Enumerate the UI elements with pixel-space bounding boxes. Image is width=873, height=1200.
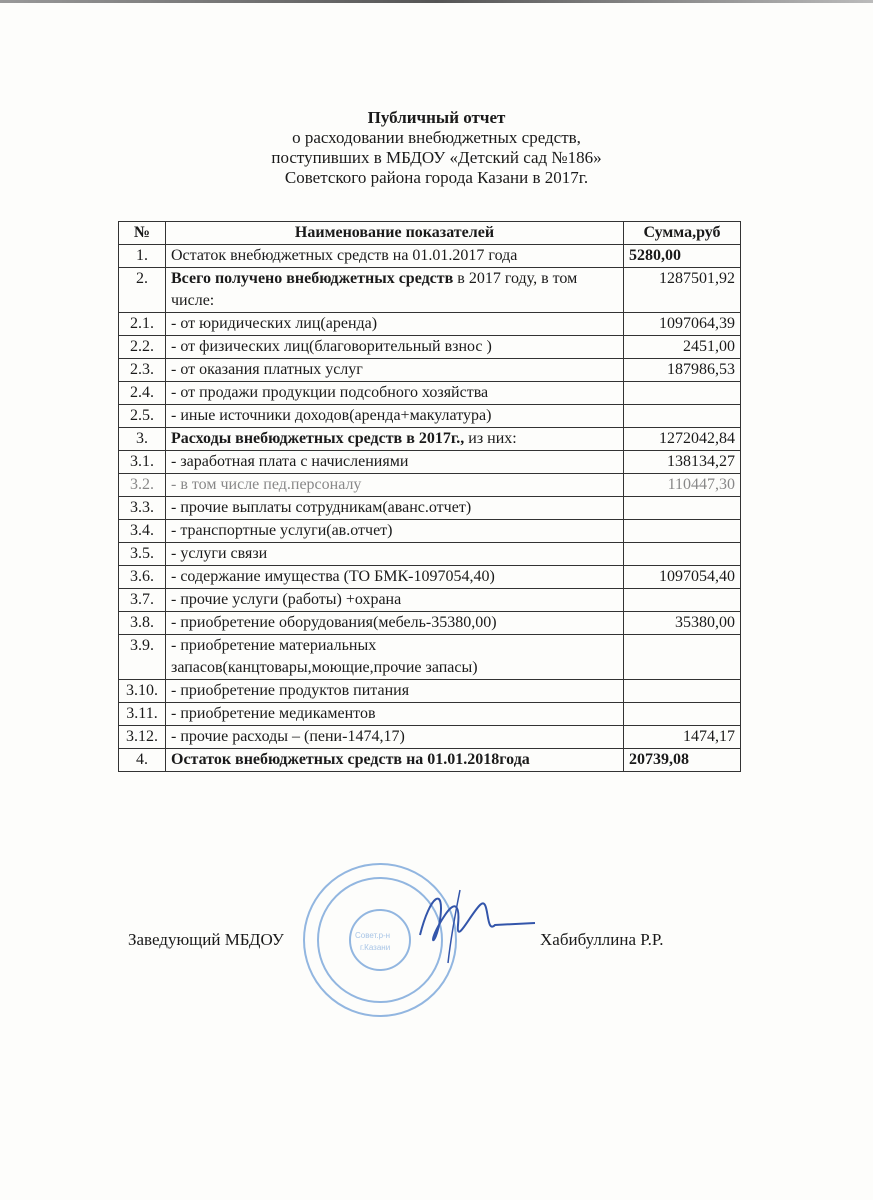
table-row — [119, 405, 741, 428]
row-number: 3. — [119, 428, 166, 451]
row-sum — [624, 382, 741, 405]
row-number: 3.5. — [119, 543, 166, 566]
row-label — [166, 382, 624, 405]
row-sum — [624, 405, 741, 428]
row-label-text: в 2017 году, в том числе: — [171, 270, 578, 309]
row-number: 3.8. — [119, 612, 166, 635]
row-label-bold: Всего получено внебюджетных средств — [171, 270, 454, 287]
table-row — [119, 451, 741, 474]
row-label-text: - транспортные услуги(ав.отчет) — [171, 522, 393, 539]
table-row — [119, 268, 741, 313]
row-sum: 110447,30 — [624, 474, 741, 497]
row-label — [166, 336, 624, 359]
row-label — [166, 313, 624, 336]
header-number: № — [119, 222, 166, 245]
row-label-text: - прочие услуги (работы) +охрана — [171, 591, 402, 608]
row-sum — [624, 589, 741, 612]
row-number: 3.7. — [119, 589, 166, 612]
table-row — [119, 382, 741, 405]
table-row — [119, 566, 741, 589]
row-label — [166, 428, 624, 451]
signer-name: Хабибуллина Р.Р. — [540, 930, 664, 949]
table-row — [119, 635, 741, 680]
table-row — [119, 474, 741, 497]
row-label-text: - от оказания платных услуг — [171, 361, 363, 378]
row-sum: 35380,00 — [624, 612, 741, 635]
table-row — [119, 589, 741, 612]
row-number: 3.12. — [119, 726, 166, 749]
row-sum: 1272042,84 — [624, 428, 741, 451]
row-sum — [624, 543, 741, 566]
row-sum: 187986,53 — [624, 359, 741, 382]
row-label — [166, 451, 624, 474]
row-number: 2.3. — [119, 359, 166, 382]
row-label-text: - в том числе пед.персоналу — [171, 476, 362, 493]
row-sum: 1287501,92 — [624, 268, 741, 313]
row-label — [166, 566, 624, 589]
row-number: 3.11. — [119, 703, 166, 726]
row-label — [166, 635, 624, 680]
table-row — [119, 726, 741, 749]
scan-edge — [0, 0, 873, 3]
row-number: 3.1. — [119, 451, 166, 474]
row-label — [166, 543, 624, 566]
table-row — [119, 543, 741, 566]
row-number: 4. — [119, 749, 166, 772]
row-number: 3.10. — [119, 680, 166, 703]
table-header — [119, 222, 741, 245]
row-sum: 1474,17 — [624, 726, 741, 749]
row-label-text: Остаток внебюджетных средств на 01.01.2017 года — [171, 247, 518, 264]
row-number: 2. — [119, 268, 166, 313]
row-label-text: - иные источники доходов(аренда+макулатура) — [171, 407, 492, 424]
row-number: 3.9. — [119, 635, 166, 680]
row-number: 3.4. — [119, 520, 166, 543]
title-line: Советского района города Казани в 2017г. — [284, 168, 589, 187]
row-label — [166, 612, 624, 635]
table-row — [119, 313, 741, 336]
row-label-text: Остаток внебюджетных средств на 01.01.2018года — [171, 751, 530, 768]
table-row — [119, 749, 741, 772]
svg-text:Совет.р-н: Совет.р-н — [355, 931, 391, 940]
signer-position: Заведующий МБДОУ — [128, 930, 284, 949]
table-row — [119, 336, 741, 359]
row-label-text: - услуги связи — [171, 545, 268, 562]
title-line: о расходовании внебюджетных средств, — [292, 128, 581, 147]
row-sum: 1097064,39 — [624, 313, 741, 336]
svg-text:г.Казани: г.Казани — [360, 943, 391, 952]
row-number: 2.5. — [119, 405, 166, 428]
row-label — [166, 405, 624, 428]
document-title — [0, 108, 873, 188]
row-label-text: - от продажи продукции подсобного хозяйства — [171, 384, 489, 401]
row-sum — [624, 680, 741, 703]
row-label-text: - прочие расходы – (пени-1474,17) — [171, 728, 405, 745]
table-row — [119, 245, 741, 268]
row-number: 3.2. — [119, 474, 166, 497]
table-row — [119, 612, 741, 635]
row-number: 2.4. — [119, 382, 166, 405]
row-sum — [624, 520, 741, 543]
row-number: 2.1. — [119, 313, 166, 336]
row-sum — [624, 497, 741, 520]
row-sum: 138134,27 — [624, 451, 741, 474]
row-label-text: - от физических лиц(благоворительный взнос ) — [171, 338, 492, 355]
row-label — [166, 589, 624, 612]
row-label-text: - прочие выплаты сотрудникам(аванс.отчет) — [171, 499, 472, 516]
row-label-bold: Расходы внебюджетных средств в 2017г., — [171, 430, 465, 447]
row-sum: 20739,08 — [624, 749, 741, 772]
row-sum: 5280,00 — [624, 245, 741, 268]
row-label — [166, 268, 624, 313]
row-number: 3.6. — [119, 566, 166, 589]
row-label — [166, 474, 624, 497]
table-row — [119, 680, 741, 703]
row-label-text: - приобретение материальных запасов(канцтовары,моющие,прочие запасы) — [171, 637, 478, 676]
title-heading: Публичный отчет — [367, 108, 506, 127]
title-line: поступивших в МБДОУ «Детский сад №186» — [271, 148, 602, 167]
row-sum: 2451,00 — [624, 336, 741, 359]
row-sum — [624, 635, 741, 680]
report-table — [118, 221, 741, 772]
row-label-text: - заработная плата с начислениями — [171, 453, 409, 470]
header-name: Наименование показателей — [166, 222, 624, 245]
row-label — [166, 520, 624, 543]
row-label — [166, 680, 624, 703]
row-sum: 1097054,40 — [624, 566, 741, 589]
table-row — [119, 359, 741, 382]
row-number: 3.3. — [119, 497, 166, 520]
handwritten-signature — [400, 875, 540, 965]
table-row — [119, 520, 741, 543]
row-label-text: - содержание имущества (ТО БМК-1097054,40) — [171, 568, 495, 585]
row-label — [166, 726, 624, 749]
row-number: 1. — [119, 245, 166, 268]
row-label — [166, 359, 624, 382]
row-label-text: из них: — [464, 430, 517, 447]
row-label-text: - приобретение продуктов питания — [171, 682, 410, 699]
row-label-text: - приобретение оборудования(мебель-35380,00) — [171, 614, 497, 631]
row-label-text: - от юридических лиц(аренда) — [171, 315, 378, 332]
table-row — [119, 428, 741, 451]
row-label — [166, 497, 624, 520]
row-number: 2.2. — [119, 336, 166, 359]
row-label — [166, 749, 624, 772]
row-label-text: - приобретение медикаментов — [171, 705, 376, 722]
row-sum — [624, 703, 741, 726]
table-row — [119, 703, 741, 726]
header-sum: Сумма,руб — [624, 222, 741, 245]
row-label — [166, 245, 624, 268]
table-row — [119, 497, 741, 520]
row-label — [166, 703, 624, 726]
